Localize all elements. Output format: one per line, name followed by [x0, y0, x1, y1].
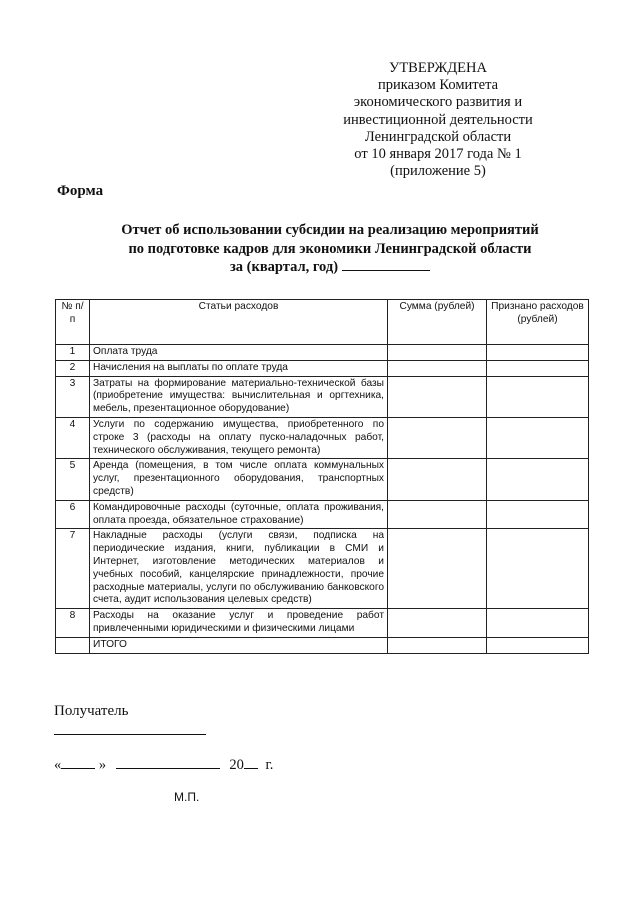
date-close-quote: » — [98, 757, 107, 773]
row-recognized-cell[interactable] — [487, 376, 589, 417]
row-item: Командировочные расходы (суточные, оплата проживания, оплата проезда, обязательное страхование) — [90, 500, 388, 529]
title-line-2: по подготовке кадров для экономики Ленинградской области — [128, 240, 532, 257]
row-item: Аренда (помещения, в том числе оплата коммунальных услуг, презентационного оборудования, транспортных средств) — [90, 459, 388, 500]
seal-label: М.П. — [174, 790, 200, 804]
table-row — [56, 360, 589, 376]
row-sum-cell[interactable] — [388, 459, 487, 500]
header-num: № п/п — [56, 300, 90, 345]
row-sum-cell[interactable] — [388, 417, 487, 458]
row-recognized-cell[interactable] — [487, 609, 589, 638]
date-open-quote: « — [54, 757, 62, 773]
expense-table — [55, 299, 589, 654]
row-item: Услуги по содержанию имущества, приобретенного по строке 3 (расходы на оплату пуско-наладочных работ, технического обслуживания, текущего ремонта) — [90, 417, 388, 458]
total-num-cell — [56, 637, 90, 653]
approval-stamp — [318, 60, 558, 180]
approval-line: (приложение 5) — [390, 163, 486, 180]
row-recognized-cell[interactable] — [487, 529, 589, 609]
approval-line: от 10 января 2017 года № 1 — [354, 146, 522, 163]
title-line-1: Отчет об использовании субсидии на реализацию мероприятий — [121, 222, 539, 238]
row-item: Оплата труда — [90, 345, 388, 361]
row-recognized-cell[interactable] — [487, 459, 589, 500]
row-item: Начисления на выплаты по оплате труда — [90, 360, 388, 376]
total-recognized-cell[interactable] — [487, 637, 589, 653]
approval-line: приказом Комитета — [377, 77, 499, 94]
report-title — [70, 221, 590, 277]
period-blank[interactable] — [342, 258, 430, 271]
year-suffix: г. — [265, 757, 274, 773]
approval-line: УТВЕРЖДЕНА — [389, 60, 487, 76]
title-period-label: за (квартал, год) — [229, 259, 339, 275]
date-line — [54, 756, 273, 774]
row-recognized-cell[interactable] — [487, 360, 589, 376]
table-row — [56, 500, 589, 529]
total-label: ИТОГО — [90, 637, 388, 653]
row-sum-cell[interactable] — [388, 500, 487, 529]
row-num: 2 — [56, 360, 90, 376]
row-item: Накладные расходы (услуги связи, подписка на периодические издания, книги, публикации в СМИ и Интернет, изготовление методических материалов и учебных пособий, канцелярские принадлежности, прочие расходные материалы, услуги по обслуживанию банковского счета, аудит использования целевых средств) — [90, 529, 388, 609]
total-sum-cell[interactable] — [388, 637, 487, 653]
row-num: 7 — [56, 529, 90, 609]
table-row — [56, 609, 589, 638]
table-header-row — [56, 300, 589, 345]
table-row — [56, 417, 589, 458]
row-num: 8 — [56, 609, 90, 638]
approval-line: инвестиционной деятельности — [343, 111, 533, 128]
header-sum: Сумма (рублей) — [388, 300, 487, 345]
row-sum-cell[interactable] — [388, 529, 487, 609]
row-sum-cell[interactable] — [388, 609, 487, 638]
table-row — [56, 345, 589, 361]
row-num: 3 — [56, 376, 90, 417]
row-sum-cell[interactable] — [388, 345, 487, 361]
row-num: 5 — [56, 459, 90, 500]
table-row — [56, 529, 589, 609]
year-prefix: 20 — [229, 757, 244, 773]
total-row — [56, 637, 589, 653]
row-item: Расходы на оказание услуг и проведение работ привлеченными юридическими и физическими лицами — [90, 609, 388, 638]
form-label: Форма — [57, 183, 104, 199]
table-row — [56, 376, 589, 417]
year-blank[interactable] — [244, 756, 258, 769]
row-recognized-cell[interactable] — [487, 500, 589, 529]
approval-line: экономического развития и — [353, 94, 523, 111]
recipient-label: Получатель — [54, 703, 129, 719]
table-row — [56, 459, 589, 500]
row-recognized-cell[interactable] — [487, 345, 589, 361]
approval-line: Ленинградской области — [364, 128, 512, 145]
row-sum-cell[interactable] — [388, 360, 487, 376]
month-blank[interactable] — [116, 756, 220, 769]
header-recognized: Признано расходов (рублей) — [487, 300, 589, 345]
day-blank[interactable] — [61, 756, 95, 769]
row-num: 1 — [56, 345, 90, 361]
row-num: 4 — [56, 417, 90, 458]
header-items: Статьи расходов — [90, 300, 388, 345]
recipient-signature-line[interactable] — [54, 734, 206, 735]
row-item: Затраты на формирование материально-технической базы (приобретение имущества: вычислительная и оргтехника, мебель, презентационное оборудование) — [90, 376, 388, 417]
row-recognized-cell[interactable] — [487, 417, 589, 458]
row-sum-cell[interactable] — [388, 376, 487, 417]
row-num: 6 — [56, 500, 90, 529]
title-line-3 — [70, 258, 590, 277]
